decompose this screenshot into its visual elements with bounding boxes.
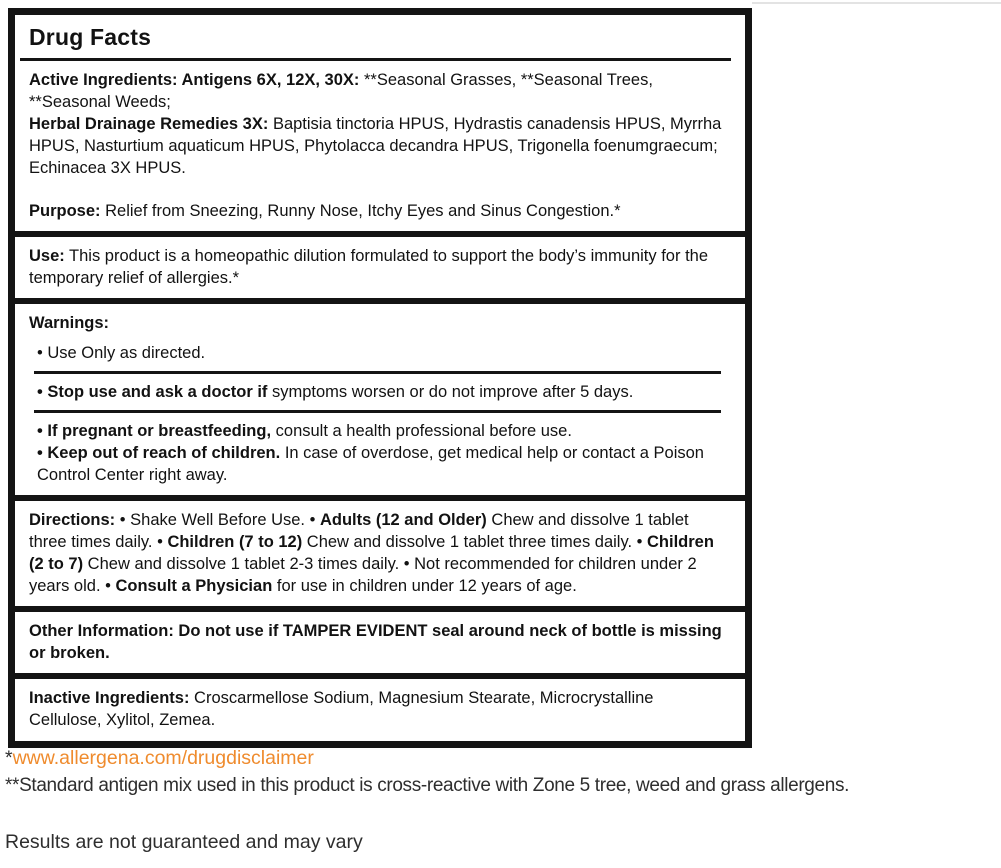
warnings-heading [29, 312, 729, 334]
warning-bullet-1 [29, 342, 729, 364]
purpose-value: Relief from Sneezing, Runny Nose, Itchy Eyes and Sinus Congestion.* [100, 202, 621, 220]
footer-results-note: Results are not guaranteed and may vary [5, 831, 363, 853]
directions-seg-5: Chew and dissolve 1 tablet three times daily. • [302, 533, 648, 551]
herbal-remedies-value: Baptisia tinctoria HPUS, Hydrastis canadensis HPUS, Myrrha HPUS, Nasturtium aquaticum HPUS, Phytolacca decandra HPUS, Trigonella foenumgraecum; Echinacea 3X HPUS. [29, 115, 722, 177]
purpose-label: Purpose: [29, 202, 101, 220]
warning-bullet-3 [29, 420, 729, 442]
directions-children-7-12-label: Children (7 to 12) [167, 533, 303, 551]
purpose-text [29, 200, 729, 222]
top-edge-line [752, 2, 1001, 4]
warning-bullet-4 [29, 442, 729, 486]
directions-text [29, 509, 729, 597]
inactive-ingredients-label: Inactive Ingredients: [29, 689, 190, 707]
directions-seg-9: for use in children under 12 years of age. [272, 577, 577, 595]
warning-divider [34, 371, 721, 374]
warnings-heading-label: Warnings: [29, 314, 110, 332]
section-other-information [15, 612, 745, 673]
other-information-text [29, 620, 729, 664]
herbal-remedies-text [29, 113, 729, 179]
drugdisclaimer-link[interactable]: www.allergena.com/drugdisclaimer [12, 747, 314, 769]
section-inactive-ingredients [15, 679, 745, 740]
footer-antigen-note: **Standard antigen mix used in this product is cross-reactive with Zone 5 tree, weed and grass allergens. [5, 775, 850, 796]
warning-bullet-2-text: symptoms worsen or do not improve after 5 days. [267, 383, 634, 401]
inactive-ingredients-text [29, 687, 729, 731]
active-ingredients-text [29, 69, 729, 113]
directions-seg-7: Chew and dissolve 1 tablet 2-3 times daily. • Not recommended for children under 2 years old. • [29, 555, 697, 595]
warning-bullet-3-label: • If pregnant or breastfeeding, [37, 422, 272, 440]
warning-bullet-4-text: In case of overdose, get medical help or contact a Poison Control Center right away. [37, 444, 704, 484]
directions-seg-3: Chew and dissolve 1 tablet three times daily. • [29, 511, 689, 551]
footnote-star: * [5, 747, 13, 769]
section-use [15, 237, 745, 298]
use-value: This product is a homeopathic dilution formulated to support the body’s immunity for the temporary relief of allergies.* [29, 247, 708, 287]
directions-physician-label: Consult a Physician [115, 577, 273, 595]
directions-adults-label: Adults (12 and Older) [319, 511, 487, 529]
use-text [29, 245, 729, 289]
other-information-value: Other Information: Do not use if TAMPER EVIDENT seal around neck of bottle is missing or broken. [29, 622, 722, 662]
drug-facts-panel [8, 8, 752, 748]
warning-bullet-2 [29, 381, 729, 403]
active-ingredients-value: **Seasonal Grasses, **Seasonal Trees, **Seasonal Weeds; [29, 71, 653, 111]
herbal-remedies-label: Herbal Drainage Remedies 3X: [29, 115, 269, 133]
warning-bullet-2-label: • Stop use and ask a doctor if [37, 383, 268, 401]
warning-bullet-3-text: consult a health professional before use. [271, 422, 572, 440]
footer-disclaimer [5, 747, 314, 770]
panel-title: Drug Facts [29, 24, 152, 50]
inactive-ingredients-value: Croscarmellose Sodium, Magnesium Stearate, Microcrystalline Cellulose, Xylitol, Zemea. [29, 689, 654, 729]
directions-children-2-7-label: Children (2 to 7) [29, 533, 714, 573]
section-warnings [15, 304, 745, 495]
section-active-ingredients [15, 61, 745, 231]
warning-bullet-4-label: • Keep out of reach of children. [37, 444, 281, 462]
active-ingredients-label: Active Ingredients: Antigens 6X, 12X, 30X: [29, 71, 360, 89]
directions-seg-1: • Shake Well Before Use. • [119, 511, 320, 529]
warning-bullet-1-text: • Use Only as directed. [37, 344, 206, 362]
warning-divider [34, 410, 721, 413]
use-label: Use: [29, 247, 65, 265]
directions-label: Directions: [29, 511, 120, 529]
section-directions [15, 501, 745, 606]
